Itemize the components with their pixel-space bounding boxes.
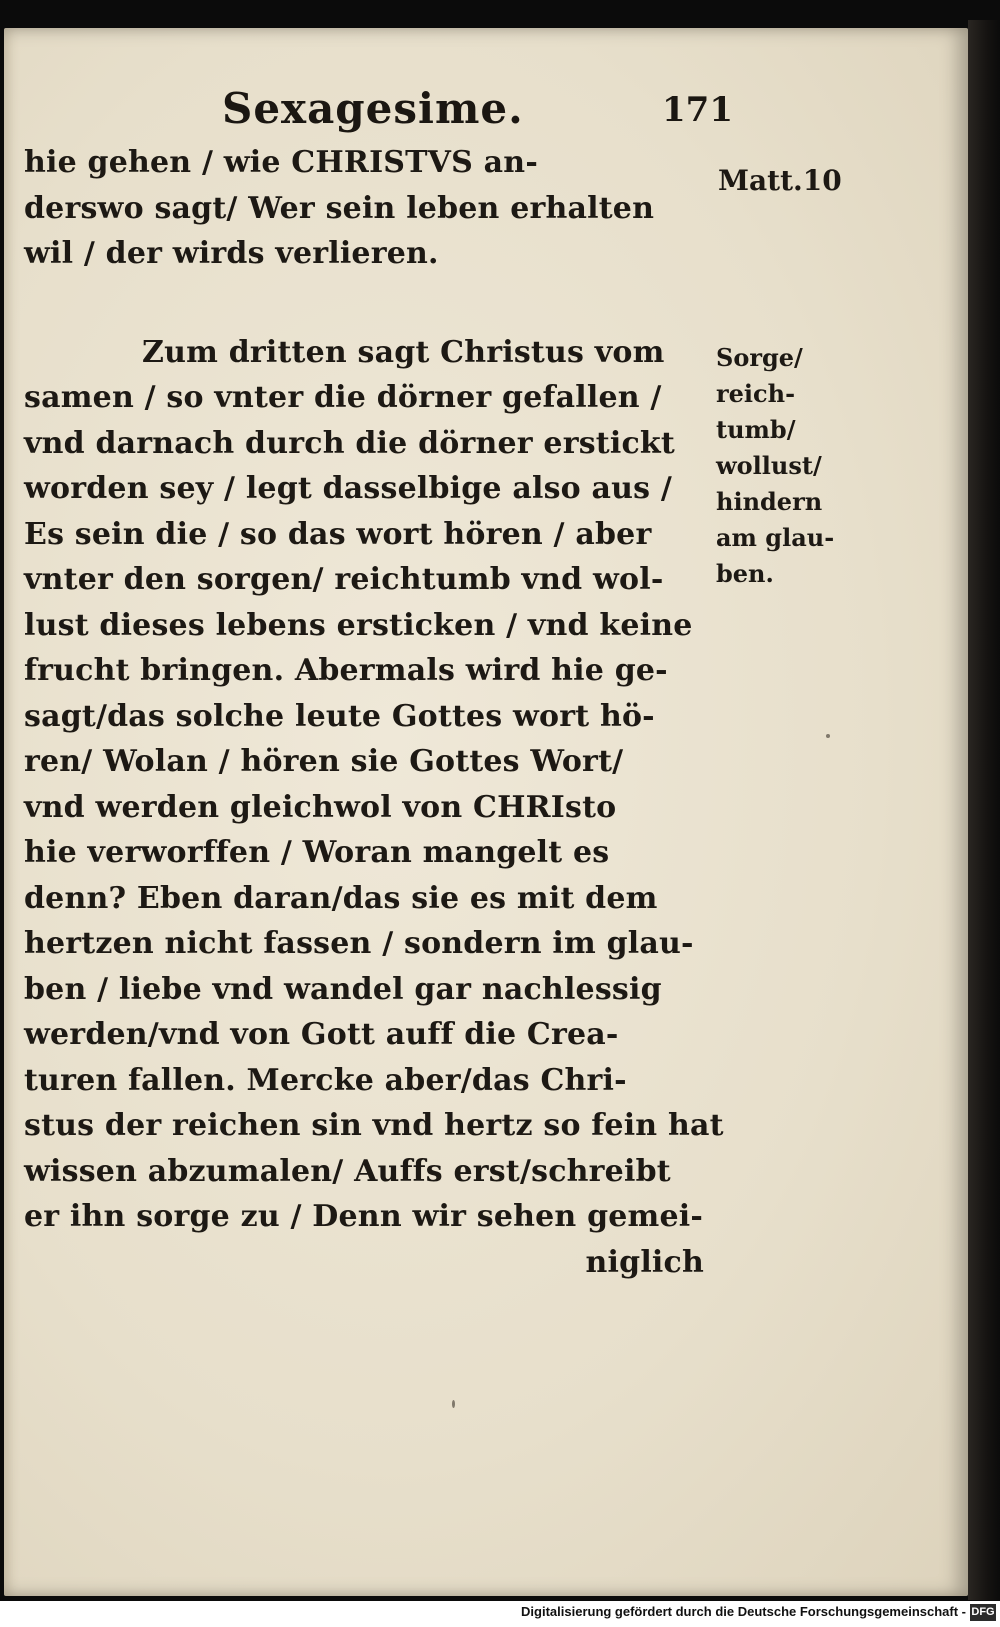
text-line: Es sein die / so das wort hören / aber	[24, 516, 652, 552]
book-edge	[968, 20, 1000, 1600]
gloss-line: reich-	[716, 379, 796, 408]
text-line: stus der reichen sin vnd hertz so fein hat	[24, 1108, 724, 1143]
text-line: vnter den sorgen/ reichtumb vnd wol-	[24, 562, 664, 597]
gloss-line: hindern	[716, 487, 823, 516]
paper-speck	[452, 1400, 455, 1408]
text-line: derswo sagt/ Wer sein leben erhalten	[24, 190, 655, 226]
margin-gloss	[716, 340, 856, 592]
text-line: hie verworffen / Woran mangelt es	[24, 835, 610, 870]
paper-speck	[826, 734, 830, 738]
text-line: vnd darnach durch die dörner erstickt	[24, 425, 675, 461]
text-line: wil / der wirds verlieren.	[24, 236, 439, 271]
text-line: frucht bringen. Abermals wird hie ge-	[24, 653, 668, 688]
funding-credit: Digitalisierung gefördert durch die Deutsche Forschungsgemeinschaft -	[521, 1604, 966, 1619]
text-line: turen fallen. Mercke aber/das Chri-	[24, 1062, 627, 1098]
text-line: hie gehen / wie CHRISTVS an-	[24, 145, 538, 180]
page-number: 171	[662, 90, 733, 130]
dfg-logo-icon: DFG	[970, 1604, 996, 1621]
text-line: hertzen nicht fassen / sondern im glau-	[24, 926, 694, 961]
text-line: ren/ Wolan / hören sie Gottes Wort/	[24, 744, 624, 779]
catchword: niglich	[585, 1244, 704, 1280]
gloss-line: ben.	[716, 559, 774, 588]
gloss-line: tumb/	[716, 415, 796, 444]
text-line: ben / liebe vnd wandel gar nachlessig	[24, 971, 662, 1007]
running-title: Sexagesime.	[222, 84, 524, 133]
text-line: vnd werden gleichwol von CHRIsto	[24, 789, 617, 825]
text-line: werden/vnd von Gott auff die Crea-	[24, 1017, 619, 1052]
text-line: denn? Eben daran/das sie es mit dem	[24, 880, 658, 916]
body-text	[24, 140, 724, 1285]
text-line: wissen abzumalen/ Auffs erst/schreibt	[24, 1153, 671, 1189]
text-line: worden sey / legt dasselbige also aus /	[24, 471, 673, 506]
margin-reference: Matt.10	[718, 164, 842, 197]
text-line: samen / so vnter die dörner gefallen /	[24, 380, 662, 415]
text-line: er ihn sorge zu / Denn wir sehen gemei-	[24, 1199, 704, 1234]
text-line: lust dieses lebens ersticken / vnd keine	[24, 607, 693, 643]
text-line: Zum dritten sagt Christus vom	[142, 334, 665, 370]
gloss-line: wollust/	[716, 451, 822, 480]
gloss-line: Sorge/	[716, 343, 803, 372]
text-line: sagt/das solche leute Gottes wort hö-	[24, 698, 655, 734]
gloss-line: am glau-	[716, 523, 835, 552]
